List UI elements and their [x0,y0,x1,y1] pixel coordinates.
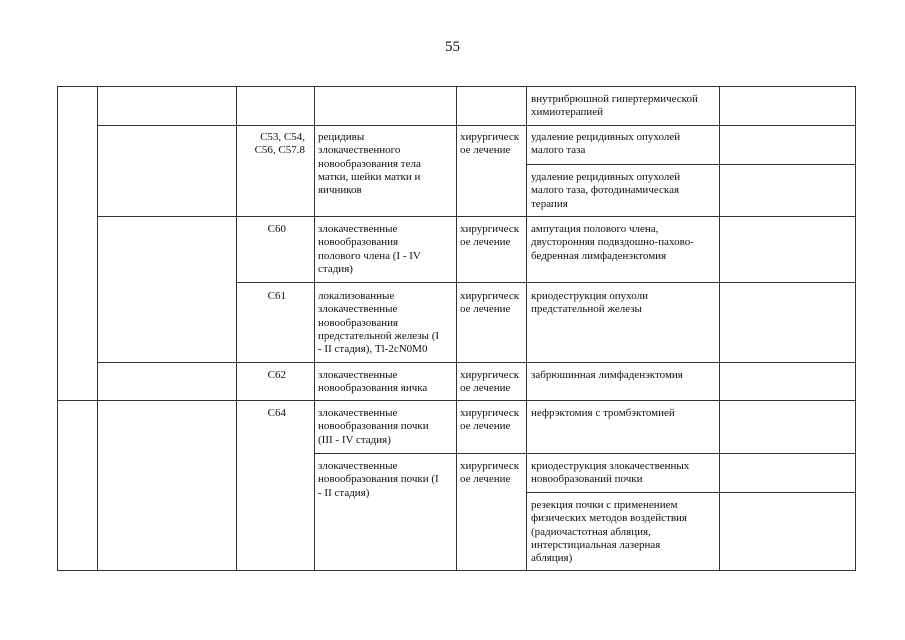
treatment-cell: забрюшинная лимфаденэктомия [531,369,683,381]
treatment-cell: ампутация полового члена, двусторонняя подвздошно-пахово- бедренная лимфаденэктомия [531,223,694,262]
code-cell: C62 [267,369,286,381]
treatment-type-cell: хирургическ ое лечение [460,290,520,316]
treatment-type-cell: хирургическ ое лечение [460,223,520,249]
grid-line [97,362,856,363]
grid-line [97,216,856,217]
grid-line [236,282,856,283]
disease-cell: локализованные злокачественные новообразования предстательной железы (I - II стадия), Tl-2cN0M0 [318,290,440,356]
disease-cell: злокачественные новообразования почки (III - IV стадия) [318,407,429,446]
grid-line [314,86,315,571]
grid-line [236,86,237,571]
grid-line [57,400,856,401]
treatment-type-cell: хирургическ ое лечение [460,131,520,157]
grid-line [314,453,856,454]
treatment-type-cell: хирургическ ое лечение [460,369,520,395]
grid-line [719,86,720,571]
grid-line [456,86,457,571]
grid-line [526,86,527,571]
treatment-type-cell: хирургическ ое лечение [460,460,520,486]
treatment-cell: криодеструкция опухоли предстательной железы [531,290,648,316]
treatment-cell: нефрэктомия с тромбэктомией [531,407,675,419]
grid-line [97,86,98,571]
code-cell: C61 [267,290,286,302]
treatment-cell: криодеструкция злокачественных новообразований почки [531,460,690,486]
grid-line [97,125,856,126]
code-cell: C64 [267,407,286,419]
treatment-type-cell: хирургическ ое лечение [460,407,520,433]
disease-cell: рецидивы злокачественного новообразования тела матки, шейки матки и яичников [318,131,421,197]
code-cell: C53, C54, C56, C57.8 [254,131,305,157]
disease-cell: злокачественные новообразования почки (I - II стадия) [318,460,439,499]
treatment-cell: удаление рецидивных опухолей малого таза [531,131,681,157]
treatment-cell: внутрибрюшной гипертермической химиотерапией [531,93,698,119]
page-number: 55 [445,39,460,55]
treatment-cell: удаление рецидивных опухолей малого таза, фотодинамическая терапия [531,171,681,210]
disease-cell: злокачественные новообразования полового члена (I - IV стадия) [318,223,421,275]
disease-cell: злокачественные новообразования яичка [318,369,428,395]
treatment-cell: резекция почки с применением физических методов воздействия (радиочастотная абляция, интерстициальная лазерная абляция) [531,499,687,565]
grid-line [526,164,856,165]
code-cell: C60 [267,223,286,235]
grid-line [526,492,856,493]
